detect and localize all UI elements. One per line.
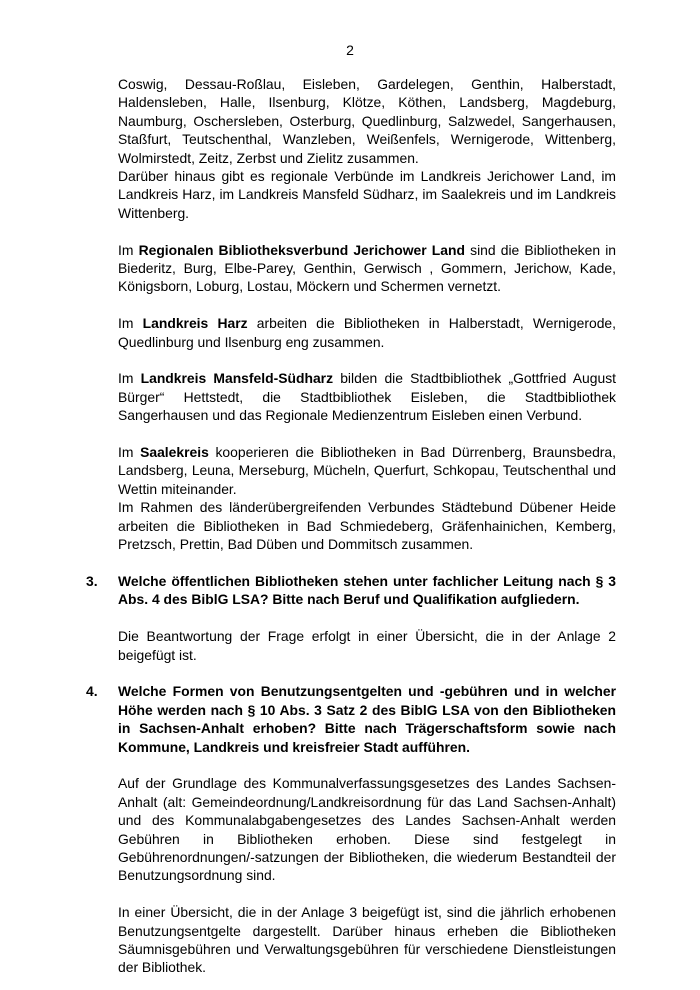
answer-4-paragraph-1: Auf der Grundlage des Kommunalverfassungsgesetzes des Landes Sachsen-Anhalt (alt: Gemeindeordnung/Landkreisordnung für das Land Sachsen-Anhalt) und des Kommunalabgabengesetzes des Landes Sachsen-Anhalt werden Gebühren in Bibliotheken erhoben. Diese sind festgelegt in Gebührenordnungen/-satzungen der Bibliotheken, die wiederum Bestandteil der Benutzungsordnung sind. [118,775,616,884]
paragraph-dueben: Im Rahmen des länderübergreifenden Verbundes Städtebund Dübener Heide arbeiten die Bibliotheken in Bad Schmiedeberg, Gräfenhainichen, Kemberg, Pretzsch, Prettin, Bad Düben und Dommitsch zusammen. [118,499,616,553]
question-4-number: 4. [86,683,98,700]
paragraph-saalekreis: Im Saalekreis kooperieren die Bibliotheken in Bad Dürrenberg, Braunsbedra, Landsberg, Leuna, Merseburg, Mücheln, Querfurt, Schkopau, Teutschenthal und Wettin miteinander. [118,444,617,497]
document-body [86,75,617,977]
question-4 [86,682,616,756]
page-number: 2 [346,42,354,58]
answer-4-paragraph-2: In einer Übersicht, die in der Anlage 3 beigefügt ist, sind die jährlich erhobenen Benutzungsentgelte dargestellt. Darüber hinaus erheben die Bibliotheken Säumnisgebühren und Verwaltungsgebühren für verschiedene Dienstleistungen der Bibliothek. [118,904,616,976]
answer-3: Die Beantwortung der Frage erfolgt in einer Übersicht, die in der Anlage 2 beigefügt ist. [118,628,616,663]
paragraph-mansfeld: Im Landkreis Mansfeld-Südharz bilden die Stadtbibliothek „Gottfried August Bürger“ Hettstedt, die Stadtbibliothek Eisleben, die Stadtbibliothek Sangerhausen und das Regionale Medienzentrum Eisleben einen Verbund. [118,370,616,424]
heading-jerichow: Regionalen Bibliotheksverbund Jerichower Land [138,241,465,258]
paragraph-jerichow: Im Regionalen Bibliotheksverbund Jerichower Land sind die Bibliotheken in Biederitz, Burg, Elbe-Parey, Genthin, Gerwisch , Gommern, Jerichow, Kade, Königsborn, Loburg, Lostau, Möckern und Schermen vernetzt. [118,241,617,295]
question-3-number: 3. [86,572,98,589]
question-3 [86,572,616,609]
heading-mansfeld: Landkreis Mansfeld-Südharz [140,370,334,387]
question-3-text: Welche öffentlichen Bibliotheken stehen unter fachlicher Leitung nach § 3 Abs. 4 des BiblG LSA? Bitte nach Beruf und Qualifikation aufgliedern. [118,572,616,608]
question-4-text: Welche Formen von Benutzungsentgelten und -gebühren und in welcher Höhe werden nach § 10 Abs. 3 Satz 2 des BiblG LSA von den Bibliotheken in Sachsen-Anhalt erhoben? Bitte nach Trägerschaftsform sowie nach Kommune, Landkreis und kreisfreier Stadt aufführen. [118,683,616,755]
heading-saalekreis: Saalekreis [140,444,209,461]
heading-harz: Landkreis Harz [142,315,248,332]
paragraph-cities: Coswig, Dessau-Roßlau, Eisleben, Gardelegen, Genthin, Halberstadt, Haldensleben, Halle, Ilsenburg, Klötze, Köthen, Landsberg, Magdeburg, Naumburg, Oschersleben, Osterburg, Quedlinburg, Salzwedel, Sangerhausen, Staßfurt, Teutschenthal, Wanzleben, Weißenfels, Wernigerode, Wittenberg, Wolmirstedt, Zeitz, Zerbst und Zielitz zusammen. [118,76,616,166]
paragraph-regional-networks: Darüber hinaus gibt es regionale Verbünde im Landkreis Jerichower Land, im Landkreis Harz, im Landkreis Mansfeld Südharz, im Saalekreis und im Landkreis Wittenberg. [118,168,616,221]
paragraph-harz: Im Landkreis Harz arbeiten die Bibliotheken in Halberstadt, Wernigerode, Quedlinburg und Ilsenburg eng zusammen. [118,315,617,350]
